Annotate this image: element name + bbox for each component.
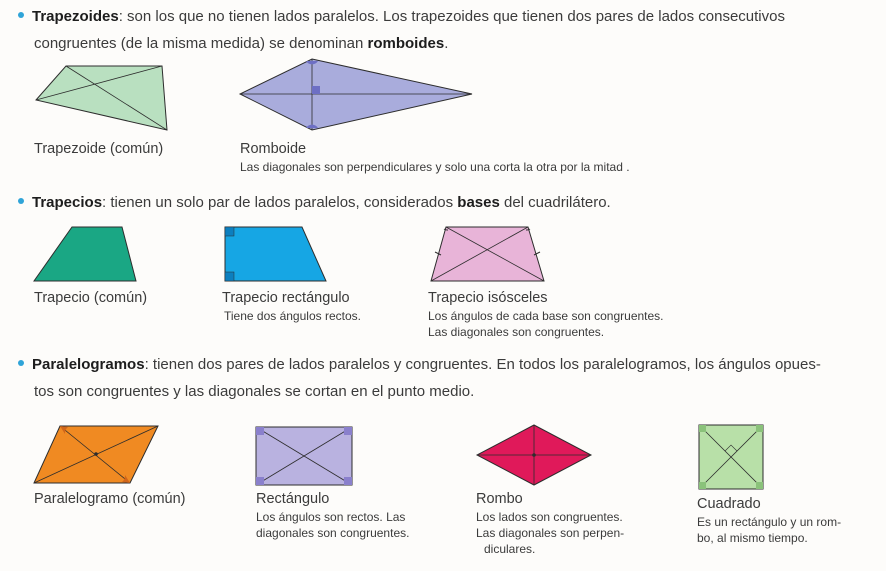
rombo-desc2: Las diagonales son perpen- <box>476 526 625 540</box>
rectangulo-desc1: Los ángulos son rectos. Las <box>256 510 406 524</box>
rombo-desc1: Los lados son congruentes. <box>476 510 623 524</box>
text: . <box>444 35 449 52</box>
text: : tienen dos pares de lados paralelos y congruentes. En todos los paralelogramos, los ángulos opues- <box>144 356 821 373</box>
text: del cuadrilátero. <box>499 194 611 211</box>
rectangulo-caption: Rectángulo <box>256 491 330 507</box>
trapezoide-figure <box>30 58 175 134</box>
rectangulo-desc2: diagonales son congruentes. <box>256 526 410 540</box>
trapecio-rectangulo-caption: Trapecio rectángulo <box>222 290 350 306</box>
rombo-desc3: diculares. <box>484 542 536 556</box>
text: : son los que no tienen lados paralelos. Los trapezoides que tienen dos pares de lados consecutivos <box>118 8 785 25</box>
term-paralelogramos: Paralelogramos <box>32 356 145 373</box>
cuadrado-desc2: bo, al mismo tiempo. <box>697 531 808 545</box>
trapezoides-intro-cont <box>34 32 448 55</box>
cuadrado-caption: Cuadrado <box>697 496 761 512</box>
bullet-icon <box>18 198 24 204</box>
rombo-caption: Rombo <box>476 491 523 507</box>
paralelogramo-caption: Paralelogramo (común) <box>34 491 186 507</box>
trapecio-isosceles-desc2: Las diagonales son congruentes. <box>428 325 605 339</box>
trapecio-caption: Trapecio (común) <box>34 290 148 306</box>
paralelogramos-intro <box>18 353 821 376</box>
romboide-desc: Las diagonales son perpendiculares y solo una corta la otra por la mitad . <box>240 160 630 174</box>
romboide-caption: Romboide <box>240 141 307 157</box>
paralelogramos-intro-cont <box>34 380 474 403</box>
term-bases: bases <box>457 194 500 211</box>
trapezoide-caption: Trapezoide (común) <box>34 141 164 157</box>
paralelogramo-figure <box>32 423 162 487</box>
rombo-figure <box>474 423 594 487</box>
trapecio-isosceles-caption: Trapecio isósceles <box>428 290 548 306</box>
trapecio-isosceles-desc1: Los ángulos de cada base son congruentes. <box>428 309 664 323</box>
trapezoides-intro <box>18 5 785 28</box>
term-romboides: romboides <box>367 35 445 52</box>
cuadrado-desc1: Es un rectángulo y un rom- <box>697 515 842 529</box>
text: : tienen un solo par de lados paralelos, considerados <box>102 194 458 211</box>
trapecio-rectangulo-desc: Tiene dos ángulos rectos. <box>224 309 361 323</box>
trapecios-intro <box>18 191 611 214</box>
term-trapezoides: Trapezoides <box>32 8 119 25</box>
cuadrado-figure <box>697 423 767 493</box>
text: tos son congruentes y las diagonales se cortan en el punto medio. <box>34 383 475 400</box>
trapecio-figure <box>32 225 140 283</box>
text: congruentes (de la misma medida) se denominan <box>34 35 368 52</box>
term-trapecios: Trapecios <box>32 194 103 211</box>
bullet-icon <box>18 360 24 366</box>
rectangulo-figure <box>254 425 354 487</box>
romboide-figure <box>236 56 476 134</box>
trapecio-rectangulo-figure <box>222 225 330 283</box>
trapecio-isosceles-figure <box>428 225 548 285</box>
bullet-icon <box>18 12 24 18</box>
